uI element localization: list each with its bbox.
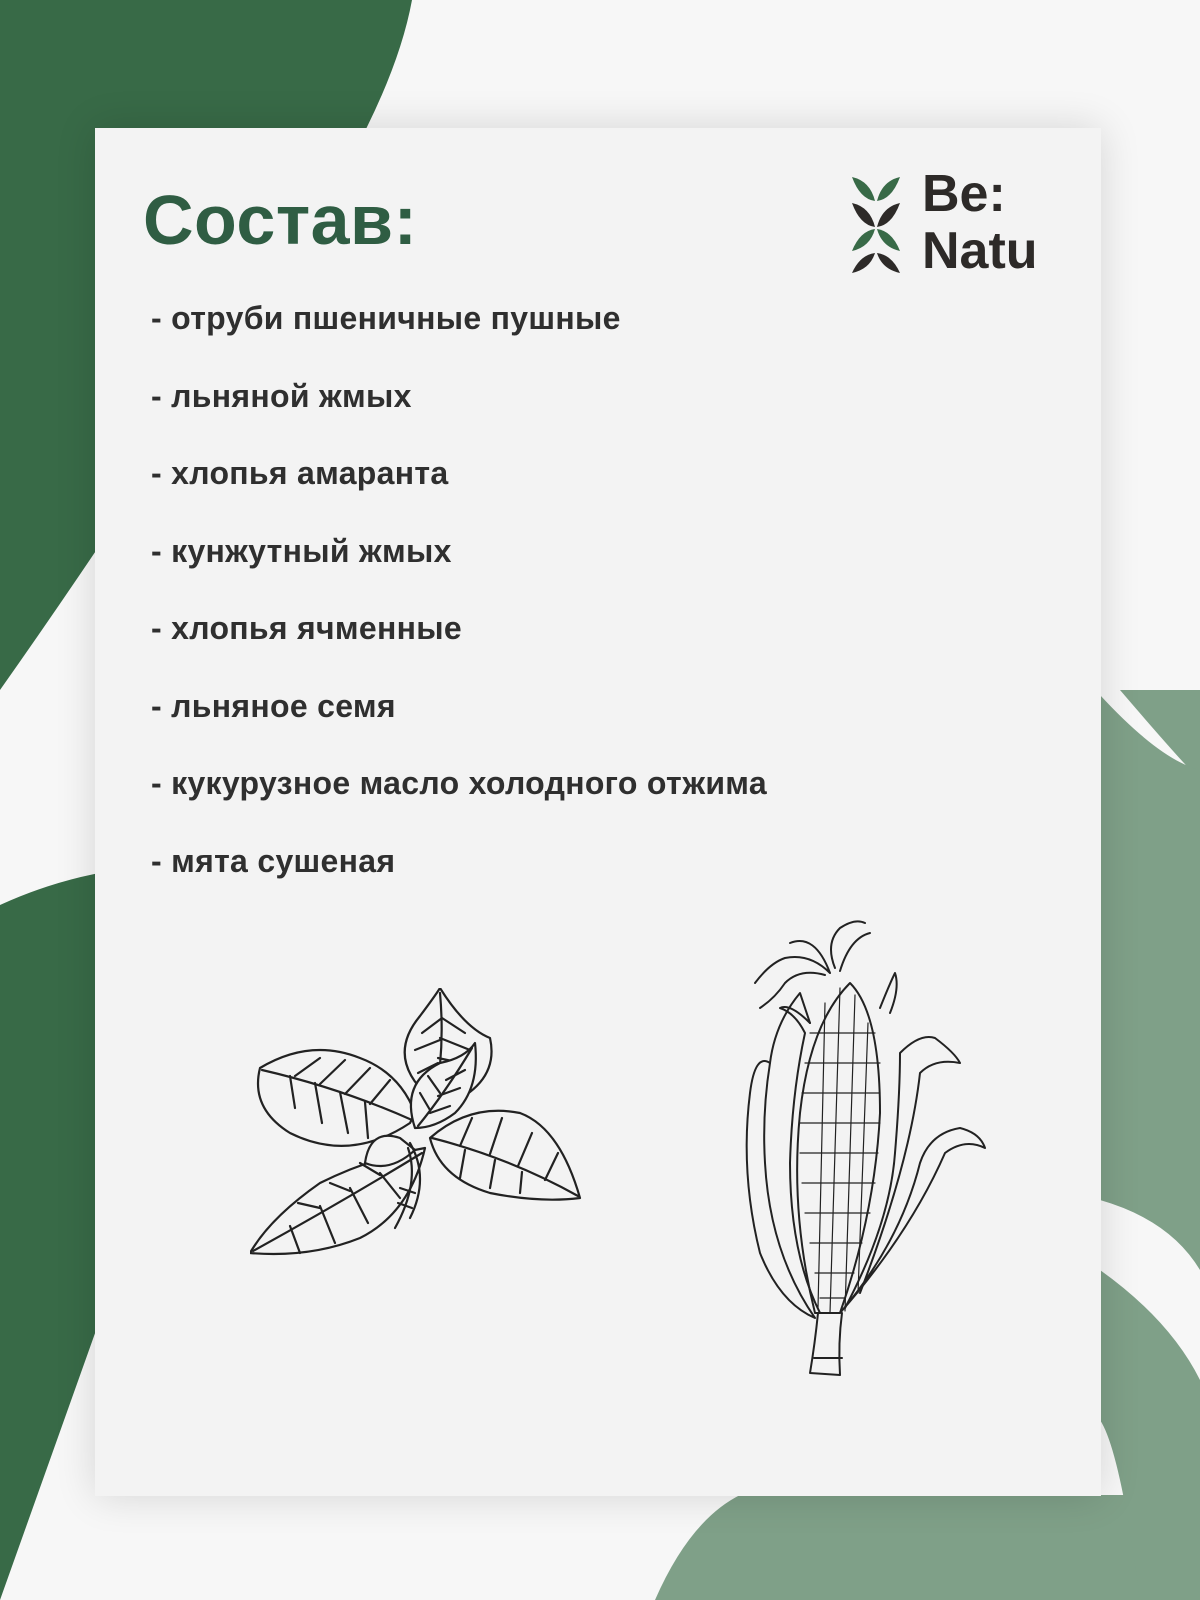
ingredient-item: - мята сушеная — [151, 842, 396, 879]
ingredient-item: - отруби пшеничные пушные — [151, 300, 621, 336]
brand-name-line1: Be: — [922, 165, 1006, 223]
sage-shape-right-main — [1100, 695, 1200, 1270]
brand-name — [922, 166, 1038, 280]
leaf-sprout-icon — [850, 173, 902, 273]
composition-card — [95, 128, 1101, 1496]
brand-name-line2: Natu — [922, 222, 1038, 280]
mint-leaves-illustration — [250, 988, 590, 1288]
ingredient-item: - льняное семя — [151, 687, 396, 724]
corn-cob-illustration — [730, 913, 990, 1383]
ingredients-list — [151, 300, 767, 920]
ingredient-item: - хлопья ячменные — [151, 610, 462, 646]
sage-shape-bottom — [655, 1495, 1200, 1600]
ingredient-item: - льняной жмых — [151, 377, 412, 414]
composition-title: Состав: — [143, 181, 418, 259]
ingredient-item: - кунжутный жмых — [151, 532, 452, 569]
brand-logo — [850, 166, 1065, 286]
ingredient-item: - кукурузное масло холодного отжима — [151, 765, 767, 801]
ingredient-item: - хлопья амаранта — [151, 455, 449, 491]
